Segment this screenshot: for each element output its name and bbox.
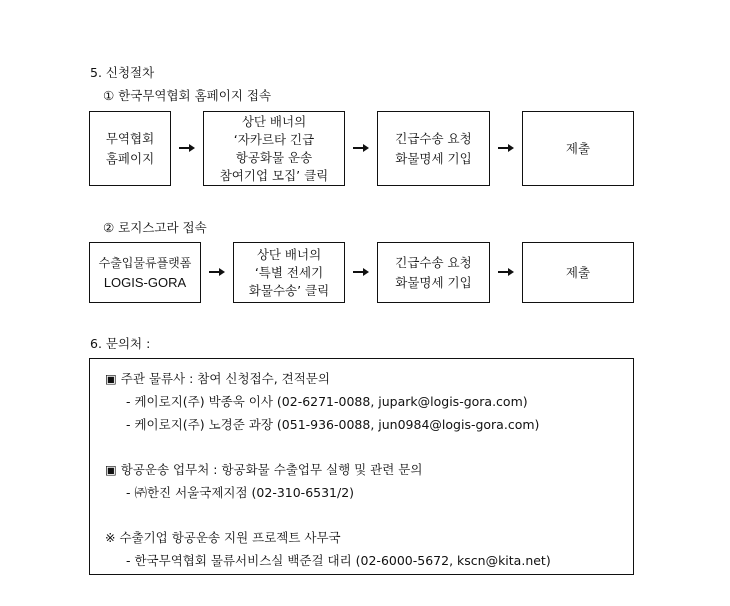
box-line: LOGIS-GORA xyxy=(103,274,187,290)
box-line: 수출입물류플랫폼 xyxy=(98,255,192,270)
box-line: 참여기업 모집’ 클릭 xyxy=(219,167,329,183)
contact-line: - 케이로지(주) 박종욱 이사 (02-6271-0088, jupark@logis-gora.com) xyxy=(126,394,528,409)
box-line: 화물수송’ 클릭 xyxy=(248,282,330,298)
box-line: ‘자카르타 긴급 xyxy=(233,131,315,147)
box-line: 긴급수송 요청 xyxy=(395,254,472,270)
box-line: 항공화물 운송 xyxy=(235,149,313,165)
contact-group-heading: ▣ 항공운송 업무처 : 항공화물 수출업무 실행 및 관련 문의 xyxy=(105,462,423,477)
step1-box-kita-homepage xyxy=(89,111,171,186)
contact-line: - 한국무역협회 물류서비스실 백준걸 대리 (02-6000-5672, kscn@kita.net) xyxy=(126,553,551,568)
step2-box-cargo-details xyxy=(377,242,490,303)
box-line: 화물명세 기입 xyxy=(395,274,472,290)
arrow-right-icon xyxy=(353,267,369,277)
section-5-heading: 5. 신청절차 xyxy=(90,65,155,80)
step2-title: ② 로지스고라 접속 xyxy=(103,220,207,235)
box-line: 홈페이지 xyxy=(105,150,155,166)
step2-box-logis-gora xyxy=(89,242,201,303)
box-line: 화물명세 기입 xyxy=(395,150,472,166)
contact-line: - ㈜한진 서울국제지점 (02-310-6531/2) xyxy=(126,485,355,500)
contact-group-heading: ▣ 주관 물류사 : 참여 신청접수, 견적문의 xyxy=(105,371,330,386)
contact-line: - 케이로지(주) 노경준 과장 (051-936-0088, jun0984@logis-gora.com) xyxy=(126,417,540,432)
arrow-right-icon xyxy=(209,267,225,277)
box-line: 제출 xyxy=(565,264,591,280)
contact-group-heading: ※ 수출기업 항공운송 지원 프로젝트 사무국 xyxy=(105,530,341,545)
step1-box-submit xyxy=(522,111,634,186)
step1-box-banner-click xyxy=(203,111,345,186)
box-line: 긴급수송 요청 xyxy=(395,130,472,146)
section-6-heading: 6. 문의처 : xyxy=(90,336,151,351)
step2-box-banner-click xyxy=(233,242,345,303)
arrow-right-icon xyxy=(498,143,514,153)
arrow-right-icon xyxy=(498,267,514,277)
box-line: 상단 배너의 xyxy=(256,246,322,262)
arrow-right-icon xyxy=(353,143,369,153)
box-line: 제출 xyxy=(565,140,591,156)
arrow-right-icon xyxy=(179,143,195,153)
box-line: ‘특별 전세기 xyxy=(254,264,324,280)
step2-box-submit xyxy=(522,242,634,303)
step1-box-cargo-details xyxy=(377,111,490,186)
contact-box xyxy=(89,358,634,575)
box-line: 상단 배너의 xyxy=(241,113,307,129)
box-line: 무역협회 xyxy=(105,130,155,146)
step1-title: ① 한국무역협회 홈페이지 접속 xyxy=(103,88,272,103)
